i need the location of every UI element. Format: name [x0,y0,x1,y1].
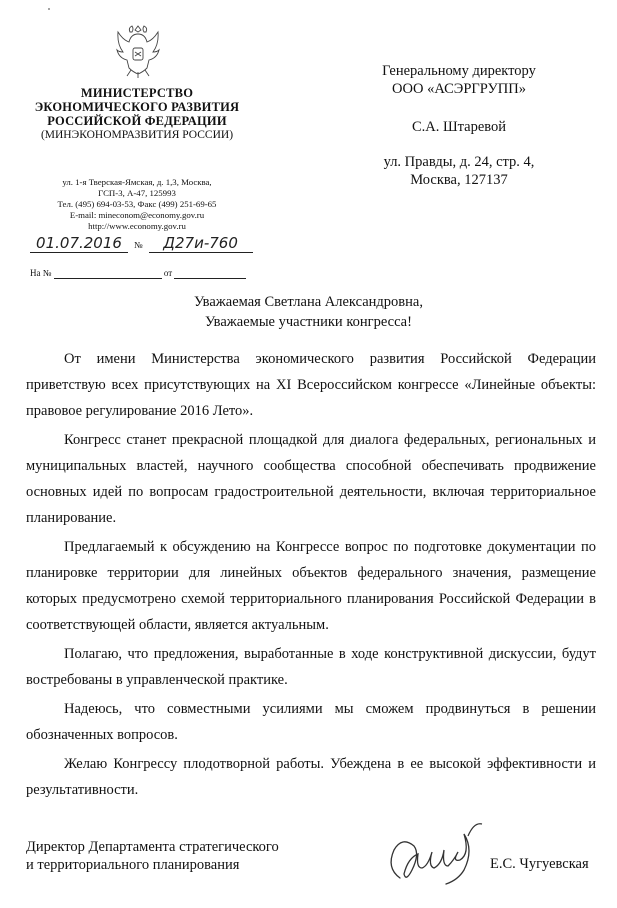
signatory-title [26,838,279,874]
ministry-short-name: (МИНЭКОНОМРАЗВИТИЯ РОССИИ) [40,129,234,141]
recipient-title [352,62,566,98]
reference-line [30,268,270,279]
ministry-address [14,177,260,232]
body-paragraph-6: Желаю Конгрессу плодотворной работы. Убеждена в ее высокой эффективности и результативности. [26,756,596,798]
email-line: E-mail: mineconom@economy.gov.ru [69,210,205,220]
body-paragraph-5: Надеюсь, что совместными усилиями мы сможем продвинуться в решении обозначенных вопросов. [26,701,596,743]
registration-line [30,234,270,253]
recipient-line2: ООО «АСЭРГРУПП» [392,81,526,97]
ministry-name-line3: РОССИЙСКОЙ ФЕДЕРАЦИИ [47,114,227,128]
ministry-name-line2: ЭКОНОМИЧЕСКОГО РАЗВИТИЯ [34,100,240,114]
registration-date: 01.07.2016 [30,234,128,253]
reference-from: от [163,268,173,278]
ministry-block [14,86,260,142]
salutation-line1: Уважаемая Светлана Александровна, [194,294,423,310]
body-paragraph-1: От имени Министерства экономического развития Российской Федерации приветствую всех присутствующих на XI Всероссийском конгрессе «Линейные объекты: правовое регулирование 2016 Лето». [26,351,596,419]
body-paragraph-3: Предлагаемый к обсуждению на Конгрессе вопрос по подготовке документации по планировке территории для линейных объектов федерального значения, размещение которых предусмотрено схемой территориального планирования Российской Федерации в соответствующей области, является актуальным. [26,539,596,633]
russian-coat-of-arms-icon [113,22,163,82]
signatory-title-line2: и территориального планирования [26,857,240,873]
letter-body [26,346,596,803]
body-paragraph-4: Полагаю, что предложения, выработанные в ходе конструктивной дискуссии, будут востребованы в управленческой практике. [26,646,596,688]
reference-number-blank [54,268,162,279]
address-line2: ГСП-3, А-47, 125993 [98,188,176,198]
handwritten-signature [380,818,500,903]
recipient-name: С.А. Штаревой [411,119,507,135]
ministry-name-line1: МИНИСТЕРСТВО [80,86,194,100]
web-line: http://www.economy.gov.ru [88,221,186,231]
address-line1: ул. 1-я Тверская-Ямская, д. 1,3, Москва, [62,177,212,187]
reference-prefix: На № [30,268,52,278]
number-sign: № [134,240,143,250]
scan-dot [48,8,50,10]
body-paragraph-2: Конгресс станет прекрасной площадкой для диалога федеральных, региональных и муниципальных властей, научного сообщества способной обеспечивать продвижение основных идей по вопросам градостроительной деятельности, включая территориальное планирование. [26,432,596,526]
signatory-title-line1: Директор Департамента стратегического [26,839,279,855]
recipient-address1: ул. Правды, д. 24, стр. 4, [383,154,535,170]
salutation [0,292,617,332]
reference-date-blank [174,268,246,279]
recipient-line1: Генеральному директору [382,63,536,79]
signatory-name: Е.С. Чугуевская [490,856,589,872]
recipient-address [352,153,566,189]
registration-number: Д27и-760 [149,234,253,253]
recipient-address2: Москва, 127137 [410,172,508,188]
salutation-line2: Уважаемые участники конгресса! [205,314,412,330]
phone-line: Тел. (495) 694-03-53, Факс (499) 251-69-65 [57,199,217,209]
